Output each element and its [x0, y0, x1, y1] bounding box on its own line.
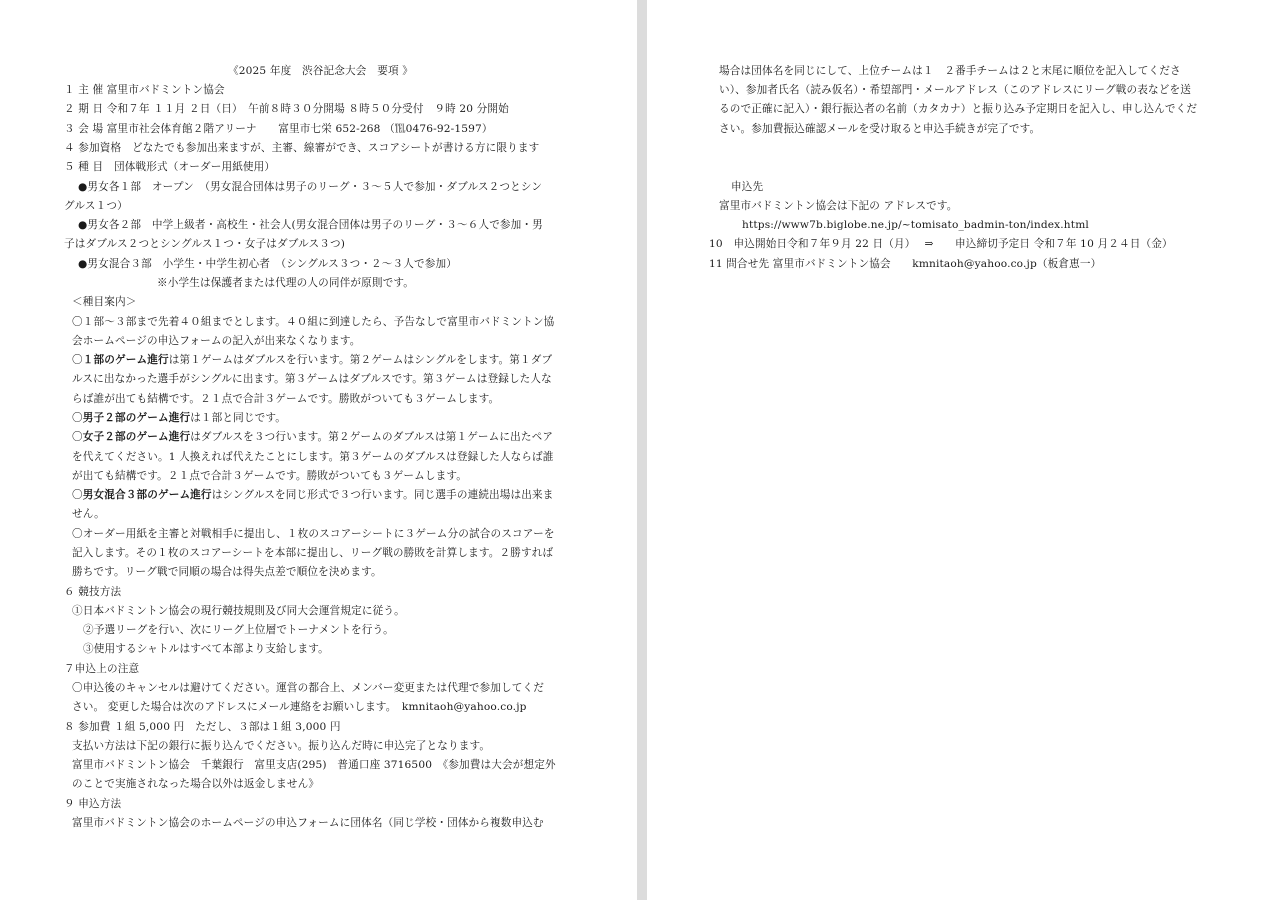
text-line-prefix: 〇 — [72, 489, 83, 501]
text-line: ●男女混合３部 小学生・中学生初心者 （シングルス３つ・２～３人で参加） — [78, 258, 458, 270]
text-line: 11 問合せ先 富里市バドミントン協会 kmnitaoh@yahoo.co.jp（板倉恵一） — [709, 258, 1102, 270]
text-line: グルス１つ） — [64, 200, 128, 212]
text-line: 富里市バドミントン協会 千葉銀行 富里支店(295) 普通口座 3716500 《参加費は大会が想定外 — [72, 759, 556, 771]
document-title: 《2025 年度 渋谷記念大会 要項 》 — [228, 65, 414, 77]
text-line: さい。 変更した場合は次のアドレスにメール連絡をお願いします。 kmnitaoh@yahoo.co.jp — [72, 701, 527, 713]
text-line: ※小学生は保護者または代理の人の同伴が原則です。 — [157, 277, 414, 289]
text-line: ５ 種 目 団体戦形式（オーダー用紙使用） — [64, 161, 276, 173]
text-line-rest: は第１ゲームはダブルスを行います。第２ゲームはシングルをします。第１ダブ — [168, 354, 553, 366]
text-line: ６ 競技方法 — [64, 586, 122, 598]
text-line: ２ 期 日 令和７年 １１月 ２日（日） 午前８時３０分開場 ８時５０分受付 ９時 20 分開始 — [64, 103, 509, 115]
text-line-prefix: 〇 — [72, 412, 83, 424]
text-line: ７申込上の注意 — [64, 663, 140, 675]
url-link[interactable]: https://www7b.biglobe.ne.jp/~tomisato_badmin-ton/index.html — [742, 219, 1089, 231]
text-line: 〇オーダー用紙を主審と対戦相手に提出し、１枚のスコアーシートに３ゲーム分の試合のスコアーを — [72, 528, 555, 540]
text-line: 富里市バドミントン協会のホームページの申込フォームに団体名（同じ学校・団体から複数申込む — [72, 817, 544, 829]
text-line: 場合は団体名を同じにして、上位チームは１ ２番手チームは２と末尾に順位を記入してくださ — [719, 65, 1181, 77]
text-line: さい。参加費振込確認メールを受け取ると申込手続きが完了です。 — [719, 123, 1041, 135]
bold-heading: 女子２部のゲーム進行 — [82, 431, 191, 443]
text-line — [72, 411, 286, 425]
text-line: ●男女各１部 オープン （男女混合団体は男子のリーグ・３～５人で参加・ダブルス２つとシン — [78, 181, 543, 193]
text-line — [72, 488, 554, 502]
text-line: ４ 参加資格 どなたでも参加出来ますが、主審、線審ができ、スコアシートが書ける方に限ります — [64, 142, 540, 154]
text-line-rest: はシングルスを同じ形式で３つ行います。同じ選手の連続出場は出来ま — [211, 489, 554, 501]
bold-heading: １部のゲーム進行 — [82, 354, 169, 366]
text-line-prefix: 〇 — [72, 431, 83, 443]
text-line: ③使用するシャトルはすべて本部より支給します。 — [83, 643, 329, 655]
bold-heading: 男子２部のゲーム進行 — [82, 412, 191, 424]
text-line: 10 申込開始日令和７年９月 22 日（月） ⇒ 申込締切予定日 令和７年 10 月２４日（金） — [709, 238, 1173, 250]
text-line: 会ホームページの申込フォームの記入が出来なくなります。 — [72, 335, 361, 347]
bold-heading: 男女混合３部のゲーム進行 — [82, 489, 212, 501]
text-line: を代えてください。1 人換えれば代えたことにします。第３ゲームのダブルスは登録した人ならば誰 — [72, 451, 554, 463]
document-page-left — [0, 0, 637, 900]
text-line: 申込先 — [731, 181, 764, 193]
text-line: ９ 申込方法 — [64, 798, 122, 810]
text-line: 子はダブルス２つとシングルス１つ・女子はダブルス３つ) — [64, 238, 346, 250]
text-line: ３ 会 場 富里市社会体育館２階アリーナ 富里市七栄 652-268 （℡0476-92-1597） — [64, 123, 493, 135]
text-line: ●男女各２部 中学上級者・高校生・社会人(男女混合団体は男子のリーグ・３～６人で参加・男 — [78, 219, 543, 231]
text-line-rest: はダブルスを３つ行います。第２ゲームのダブルスは第１ゲームに出たペア — [190, 431, 554, 443]
text-line-rest: は１部と同じです。 — [190, 412, 287, 424]
text-line: １ 主 催 富里市バドミントン協会 — [64, 84, 225, 96]
text-line: 富里市バドミントン協会は下記の アドレスです。 — [719, 200, 958, 212]
text-line: ②予選リーグを行い、次にリーグ上位層でトーナメントを行う。 — [83, 624, 394, 636]
text-line: 〇申込後のキャンセルは避けてください。運営の都合上、メンバー変更または代理で参加してくだ — [72, 682, 544, 694]
text-line: ルスに出なかった選手がシングルに出ます。第３ゲームはダブルスです。第３ゲームは登録した人な — [72, 373, 552, 385]
text-line — [72, 430, 553, 444]
text-line: らば誰が出ても結構です。２１点で合計３ゲームです。勝敗がついても３ゲームします。 — [72, 393, 500, 405]
text-line — [72, 353, 552, 367]
text-line: ①日本バドミントン協会の現行競技規則及び同大会運営規定に従う。 — [72, 605, 405, 617]
text-line-prefix: 〇 — [72, 354, 83, 366]
text-line: のことで実施されなった場合以外は返金しません》 — [72, 778, 320, 790]
page-gutter — [637, 0, 647, 900]
text-line: ＜種目案内＞ — [72, 296, 137, 308]
text-line: 記入します。その１枚のスコアーシートを本部に提出し、リーグ戦の勝敗を計算します。２勝すれば — [72, 547, 554, 559]
text-line: 支払い方法は下記の銀行に振り込んでください。振り込んだ時に申込完了となります。 — [72, 740, 491, 752]
document-page-right — [647, 0, 1283, 900]
text-line: 〇１部～３部まで先着４０組までとします。４０組に到達したら、予告なしで富里市バドミントン協 — [72, 316, 555, 328]
text-line: ８ 参加費 １組 5,000 円 ただし、３部は１組 3,000 円 — [64, 721, 341, 733]
text-line: 勝ちです。リーグ戦で同順の場合は得失点差で順位を決めます。 — [72, 566, 382, 578]
text-line: が出ても結構です。２１点で合計３ゲームです。勝敗がついても３ゲームします。 — [72, 470, 467, 482]
text-line: い）、参加者氏名（読み仮名）・希望部門・メールアドレス（このアドレスにリーグ戦の表などを送 — [719, 84, 1192, 96]
text-line: るので正確に記入）・銀行振込者の名前（カタカナ）と振り込み予定期日を記入し、申し込んでくだ — [719, 103, 1198, 115]
text-line: せん。 — [72, 508, 105, 520]
